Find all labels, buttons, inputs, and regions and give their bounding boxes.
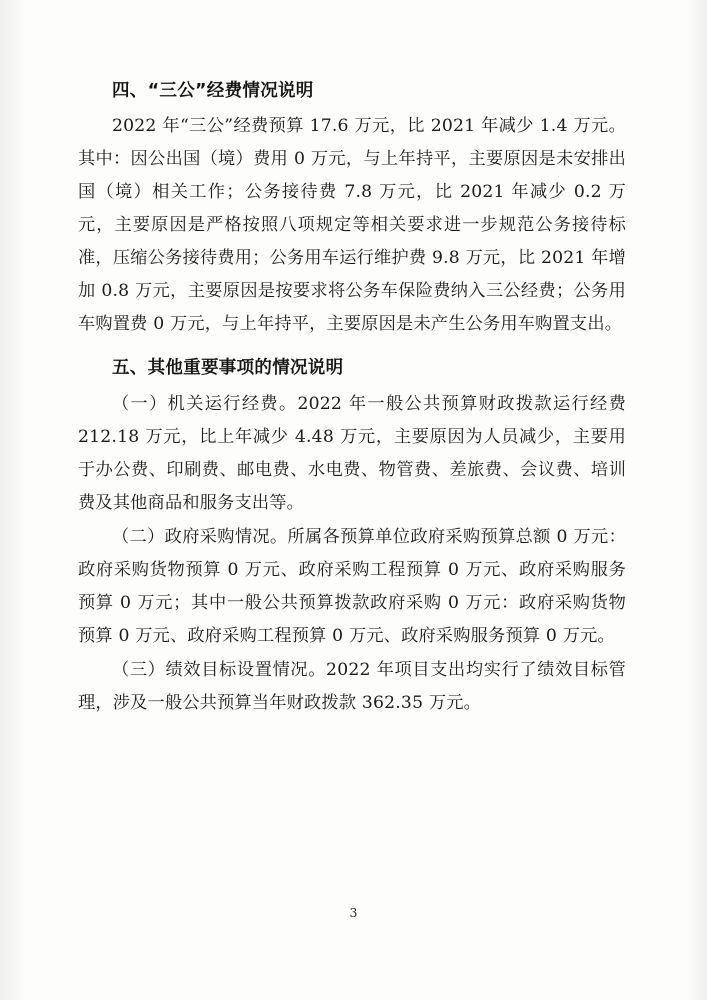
section-four-paragraph: 2022 年“三公”经费预算 17.6 万元，比 2021 年减少 1.4 万元。其中：因公出国（境）费用 0 万元，与上年持平，主要原因是未安排出国（境）相关工作；公务接待费 7.8 万元，比 2021 年减少 0.2 万元，主要原因是严格按照八项规定等相关要求进一步规范公务接待标准，压缩公务接待费用；公务用车运行维护费 9.8 万元，比 2021 年增加 0.8 万元，主要原因是按要求将公务车保险费纳入三公经费；公务用车购置费 0 万元，与上年持平，主要原因是未产生公务用车购置支出。 xyxy=(78,116,626,335)
section-five-paragraph-three: （三）绩效目标设置情况。2022 年项目支出均实行了绩效目标管理，涉及一般公共预算当年财政拨款 362.35 万元。 xyxy=(78,659,626,713)
section-heading-five: 五、其他重要事项的情况说明 xyxy=(112,358,344,379)
section-heading-four: 四、“三公”经费情况说明 xyxy=(112,81,314,101)
page-number: 3 xyxy=(349,905,358,920)
page-content xyxy=(78,78,626,721)
section-five-paragraph-one: （一）机关运行经费。2022 年一般公共预算财政拨款运行经费 212.18 万元，比上年减少 4.48 万元，主要原因为人员减少，主要用于办公费、印刷费、邮电费、水电费、物管费、差旅费、会议费、培训费及其他商品和服务支出等。 xyxy=(78,393,626,513)
section-five-paragraph-two: （二）政府采购情况。所属各预算单位政府采购预算总额 0 万元：政府采购货物预算 0 万元、政府采购工程预算 0 万元、政府采购服务预算 0 万元；其中一般公共预算拨款政府采购 0 万元：政府采购货物预算 0 万元、政府采购工程预算 0 万元、政府采购服务预算 0 万元。 xyxy=(78,526,626,646)
